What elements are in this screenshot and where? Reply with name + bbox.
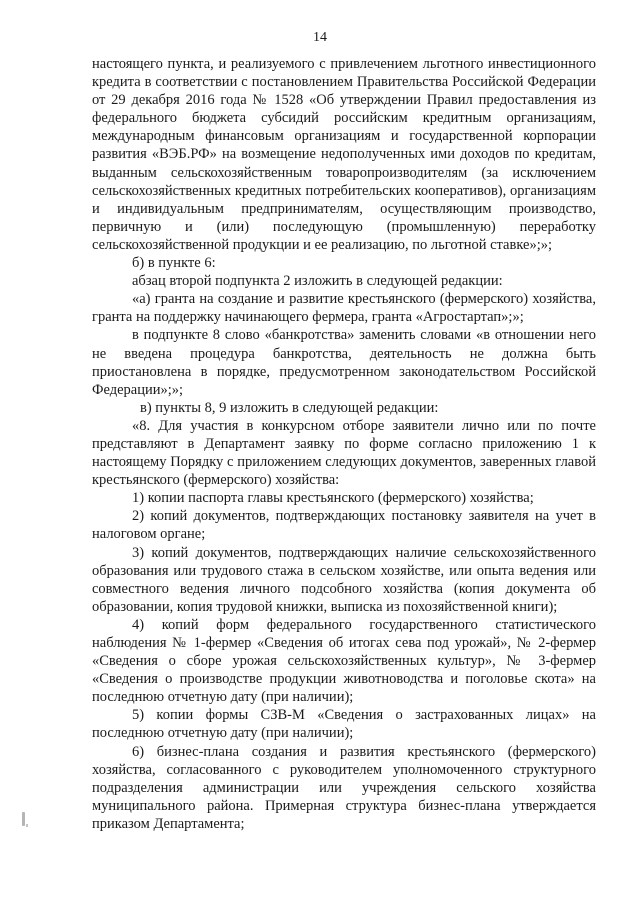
paragraph-grant-text: «а) гранта на создание и развитие крестьянского (фермерского) хозяйства, гранта на поддержку начинающего фермера, гранта «Агростартап»;»; [92,291,596,326]
page-number: 14 [313,30,327,45]
document-body [92,55,596,833]
paragraph-subitem-8: в подпункте 8 слово «банкротства» заменить словами «в отношении него не введена процедура банкротства, деятельность не должна быть приостановлена в порядке, предусмотренном законодательством Российской Федерации»;»; [92,327,596,398]
list-item-2: 2) копий документов, подтверждающих постановку заявителя на учет в налоговом органе; [92,508,596,543]
paragraph-point-8: «8. Для участия в конкурсном отборе заявители лично или по почте представляют в Департамент заявку по форме согласно приложению 1 к настоящему Порядку с приложением следующих документов, заверенных главой крестьянского (фермерского) хозяйства: [92,417,596,489]
paragraph-item-b: б) в пункте 6: [132,255,216,272]
paragraph-continuation: настоящего пункта, и реализуемого с привлечением льготного инвестиционного кредита в соответствии с постановлением Правительства Российской Федерации от 29 декабря 2016 года № 1528 «Об утверждении Правил предоставления из федерального бюджета субсидий российским кредитным организациям, международным финансовым организациям и государственной корпорации развития «ВЭБ.РФ» на возмещение недополученных ими доходов по кредитам, выданным сельскохозяйственным товаропроизводителям (за исключением сельскохозяйственных кредитных потребительских кооперативов), организациям и индивидуальным предпринимателям, осуществляющим производство, первичную и (или) последующую (промышленную) переработку сельскохозяйственной продукции и ее реализацию, по льготной ставке»;»; [92,56,596,253]
list-item-6: 6) бизнес-плана создания и развития крестьянского (фермерского) хозяйства, согласованного с руководителем уполномоченного структурного подразделения администрации или учреждения сельского хозяйства муниципального района. Примерная структура бизнес-плана утверждается приказом Департамента; [92,743,596,832]
list-item-5: 5) копии формы СЗВ-М «Сведения о застрахованных лицах» на последнюю отчетную дату (при наличии); [92,707,596,742]
paragraph-amend-subitem-2: абзац второй подпункта 2 изложить в следующей редакции: [132,273,503,290]
list-item-4: 4) копий форм федерального государственного статистического наблюдения № 1-фермер «Сведения об итогах сева под урожай», № 2-фермер «Сведения о сборе урожая сельскохозяйственных культур», № 3-фермер «Сведения о производстве продукции животноводства и поголовье скота» на последнюю отчетную дату (при наличии); [92,616,596,706]
scan-artifact [22,812,25,826]
list-item-1: 1) копии паспорта главы крестьянского (фермерского) хозяйства; [132,490,534,507]
scan-artifact-dot [26,824,28,827]
paragraph-item-v: в) пункты 8, 9 изложить в следующей редакции: [140,399,439,416]
list-item-3: 3) копий документов, подтверждающих наличие сельскохозяйственного образования или трудового стажа в сельском хозяйстве, или опыта ведения или совместного ведения личного подсобного хозяйства (копия документа об образовании, копия трудовой книжки, выписка из похозяйственной книги); [92,544,596,615]
